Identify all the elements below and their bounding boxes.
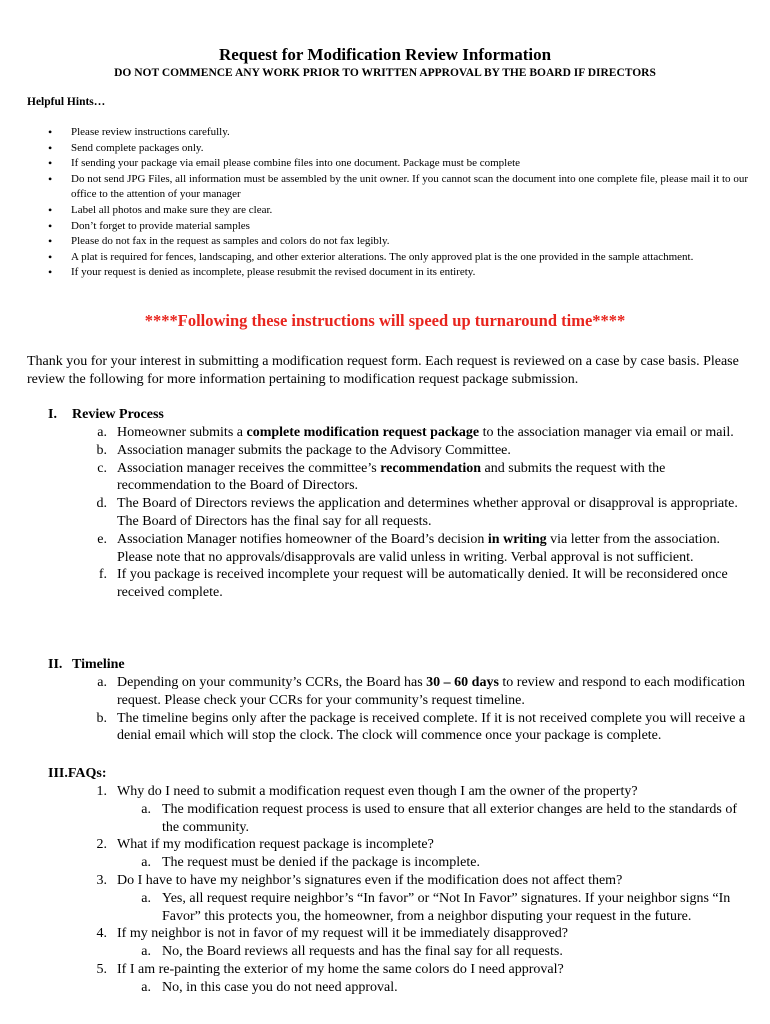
hint-item: • If sending your package via email please combine files into one document. Package must be complete bbox=[48, 156, 748, 172]
hint-item: • Don’t forget to provide material samples bbox=[48, 219, 748, 235]
hint-item: • If your request is denied as incomplete, please resubmit the revised document in its entirety. bbox=[48, 265, 748, 281]
list-item bbox=[95, 442, 755, 460]
intro-paragraph: Thank you for your interest in submitting a modification request form. Each request is reviewed on a case by case basis. Please review the following for more information pertaining to modification request package submission. bbox=[27, 354, 739, 387]
list-item bbox=[95, 460, 755, 496]
faq-answer bbox=[117, 854, 755, 872]
item-marker: b. bbox=[96, 710, 107, 726]
item-marker: c. bbox=[97, 460, 107, 476]
faq-item bbox=[95, 961, 755, 997]
faq-answer bbox=[117, 890, 755, 926]
list-item bbox=[95, 424, 755, 442]
hint-item: • Please review instructions carefully. bbox=[48, 125, 748, 141]
faq-item bbox=[95, 836, 755, 872]
item-text: Homeowner submits a bbox=[117, 425, 247, 440]
item-text: The Board of Directors reviews the application and determines whether approval or disapproval is appropriate. The Board of Directors has the final say for all requests. bbox=[117, 496, 738, 529]
item-marker: a. bbox=[141, 944, 151, 960]
instructions-callout: ****Following these instructions will speed up turnaround time**** bbox=[144, 311, 626, 330]
section-numeral: III. bbox=[48, 766, 68, 781]
section-numeral: II. bbox=[48, 657, 63, 672]
section-numeral: I. bbox=[48, 407, 57, 422]
section-heading-faqs bbox=[48, 765, 106, 783]
faq-answer-text: Yes, all request require neighbor’s “In favor” or “Not In Favor” signatures. If your neighbor signs “In Favor” this protects you, the homeowner, from a neighbor disputing your request in the future. bbox=[162, 890, 731, 924]
hint-item: • Please do not fax in the request as samples and colors do not fax legibly. bbox=[48, 234, 748, 250]
item-text-post: and submits the request with the recommendation to the Board of Directors. bbox=[117, 460, 666, 494]
item-marker: e. bbox=[97, 531, 107, 547]
faq-question: What if my modification request package is incomplete? bbox=[117, 837, 434, 853]
item-marker: 5. bbox=[96, 961, 107, 977]
item-marker: b. bbox=[96, 442, 107, 458]
item-bold-text: complete modification request package bbox=[246, 425, 480, 440]
item-marker: d. bbox=[96, 496, 107, 512]
faq-list bbox=[95, 783, 755, 997]
page-subtitle: DO NOT COMMENCE ANY WORK PRIOR TO WRITTEN APPROVAL BY THE BOARD IF DIRECTORS bbox=[114, 67, 656, 79]
item-marker: a. bbox=[141, 979, 151, 995]
timeline-list bbox=[95, 674, 755, 745]
item-marker: 4. bbox=[96, 926, 107, 942]
item-text: Depending on your community’s CCRs, the Board has bbox=[117, 675, 427, 690]
hint-item: • Label all photos and make sure they are clear. bbox=[48, 203, 748, 219]
item-marker: a. bbox=[97, 425, 107, 440]
faq-item bbox=[95, 872, 755, 925]
item-text: Association manager receives the committee’s bbox=[117, 460, 381, 476]
item-marker: f. bbox=[98, 567, 107, 583]
faq-answer-list bbox=[117, 979, 755, 997]
faq-item bbox=[95, 925, 755, 961]
faq-answer-list bbox=[117, 801, 755, 837]
faq-answer-list bbox=[117, 854, 755, 872]
list-item bbox=[95, 674, 755, 710]
item-bold-text: recommendation bbox=[380, 460, 482, 476]
review-process-list bbox=[95, 424, 755, 602]
faq-question: Why do I need to submit a modification request even though I am the owner of the property? bbox=[117, 784, 638, 799]
section-heading-review-process bbox=[48, 406, 164, 424]
item-marker: a. bbox=[141, 801, 151, 817]
faq-item bbox=[95, 783, 755, 836]
faq-question: Do I have to have my neighbor’s signatures even if the modification does not affect them? bbox=[117, 872, 623, 888]
faq-answer-text: The modification request process is used to ensure that all exterior changes are held to the standards of the community. bbox=[162, 801, 737, 835]
faq-answer-list bbox=[117, 890, 755, 926]
section-title: Review Process bbox=[72, 407, 164, 422]
faq-question: If I am re-painting the exterior of my home the same colors do I need approval? bbox=[117, 961, 564, 977]
section-heading-timeline bbox=[48, 656, 125, 674]
hint-item: • Send complete packages only. bbox=[48, 141, 748, 157]
item-text: The timeline begins only after the package is received complete. If it is not received complete you will receive a denial email which will stop the clock. The clock will commence once your package is complete. bbox=[117, 710, 746, 744]
hints-list bbox=[48, 125, 748, 281]
faq-answer bbox=[117, 943, 755, 961]
item-text: Association manager submits the package to the Advisory Committee. bbox=[117, 442, 511, 458]
hint-item: • A plat is required for fences, landscaping, and other exterior alterations. The only approved plat is the one provided in the sample attachment. bbox=[48, 250, 748, 266]
item-marker: a. bbox=[141, 890, 151, 906]
faq-answer bbox=[117, 979, 755, 997]
list-item bbox=[95, 710, 755, 746]
item-marker: 2. bbox=[96, 837, 107, 853]
faq-answer bbox=[117, 801, 755, 837]
faq-question: If my neighbor is not in favor of my request will it be immediately disapproved? bbox=[117, 926, 569, 942]
item-marker: 1. bbox=[96, 784, 107, 799]
list-item bbox=[95, 495, 755, 531]
section-title: Timeline bbox=[72, 657, 125, 672]
item-text: Association Manager notifies homeowner of the Board’s decision bbox=[117, 531, 488, 547]
faq-answer-text: No, in this case you do not need approval. bbox=[162, 979, 398, 995]
section-title: FAQs: bbox=[67, 766, 107, 781]
item-text-post: via letter from the association. Please note that no approvals/disapprovals are valid unless in writing. Verbal approval is not sufficient. bbox=[117, 531, 721, 565]
faq-answer-text: No, the Board reviews all requests and has the final say for all requests. bbox=[162, 944, 563, 960]
page-title: Request for Modification Review Information bbox=[218, 45, 552, 64]
item-bold-text: 30 – 60 days bbox=[426, 675, 499, 690]
item-marker: a. bbox=[141, 855, 151, 871]
item-marker: a. bbox=[97, 675, 107, 690]
item-bold-text: in writing bbox=[487, 531, 547, 547]
hints-heading: Helpful Hints… bbox=[27, 96, 106, 108]
list-item bbox=[95, 566, 755, 602]
item-text: If you package is received incomplete your request will be automatically denied. It will be reconsidered once received complete. bbox=[117, 567, 728, 601]
list-item bbox=[95, 531, 755, 567]
faq-answer-text: The request must be denied if the package is incomplete. bbox=[162, 855, 481, 871]
faq-answer-list bbox=[117, 943, 755, 961]
item-marker: 3. bbox=[96, 872, 107, 888]
hint-item: • Do not send JPG Files, all information must be assembled by the unit owner. If you cannot scan the document into one complete file, please mail it to our office to the attention of your manager bbox=[48, 172, 748, 203]
item-text-post: to review and respond to each modification request. Please check your CCRs for your community’s request timeline. bbox=[117, 675, 745, 708]
item-text-post: to the association manager via email or mail. bbox=[479, 425, 734, 440]
